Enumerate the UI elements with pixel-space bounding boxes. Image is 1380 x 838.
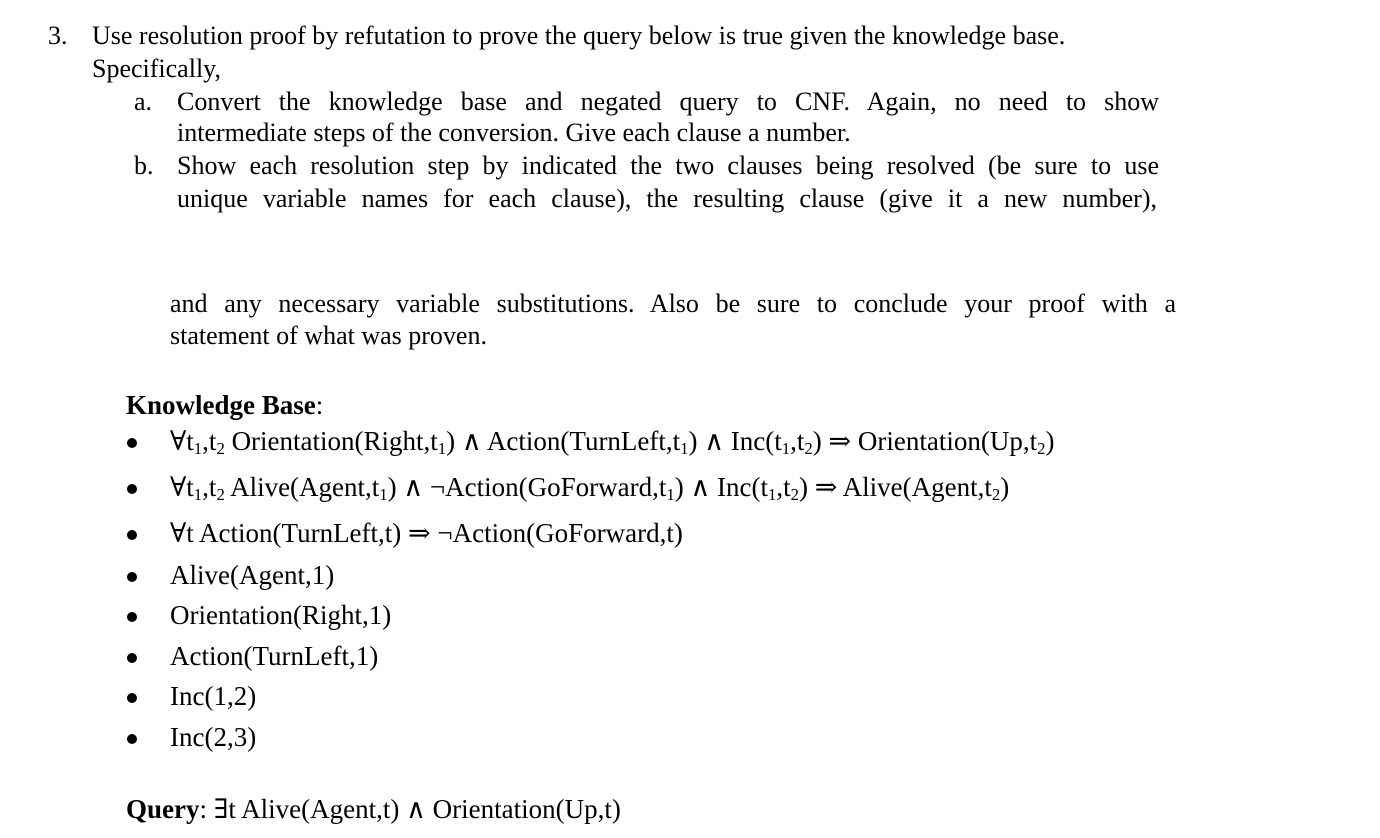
- question-number: 3.: [48, 21, 68, 50]
- query-text: ∃t Alive(Agent,t) ∧ Orientation(Up,t): [213, 794, 621, 824]
- bullet-icon: [127, 653, 137, 663]
- knowledge-base-heading-label: Knowledge Base: [126, 390, 316, 420]
- bullet-icon: [127, 612, 137, 622]
- kb-item-8: Inc(2,3): [170, 722, 257, 752]
- item-b-line-2: unique variable names for each clause), the resulting clause (give it a new number),: [177, 184, 1157, 213]
- question-text-line-1: Use resolution proof by refutation to prove the query below is true given the knowledge base.: [92, 21, 1066, 50]
- kb-item-5: Orientation(Right,1): [170, 600, 392, 630]
- item-b-marker: b.: [134, 151, 154, 180]
- kb-item-7: Inc(1,2): [170, 681, 257, 711]
- item-b-line-1: Show each resolution step by indicated the two clauses being resolved (be sure to use: [177, 151, 1159, 180]
- query-heading-label: Query: [126, 794, 200, 824]
- query-line: [126, 793, 621, 825]
- bullet-icon: [127, 693, 137, 703]
- item-a-marker: a.: [134, 87, 153, 116]
- item-b-continuation-line-2: statement of what was proven.: [170, 321, 487, 350]
- knowledge-base-heading-colon: :: [315, 390, 324, 420]
- bullet-icon: [127, 530, 137, 540]
- kb-item-4: Alive(Agent,1): [170, 560, 335, 590]
- knowledge-base-heading: [126, 389, 323, 421]
- query-heading-colon: :: [199, 794, 208, 824]
- kb-item-3: ∀t Action(TurnLeft,t) ⇒ ¬Action(GoForward,t): [170, 518, 683, 548]
- item-a-line-1: Convert the knowledge base and negated query to CNF. Again, no need to show: [177, 87, 1159, 116]
- kb-item-2: $\forall t_1,t_2$ $Alive(Agent,t_1)$ ∧ $\neg Action(GoForward,t_1)$ ∧ $Inc(t_1,t_2)$ ⇒ $Alive(Agent,t_2)$: [170, 472, 1010, 505]
- item-b-continuation-line-1: and any necessary variable substitutions. Also be sure to conclude your proof with a: [170, 289, 1176, 318]
- bullet-icon: [127, 734, 137, 744]
- bullet-icon: [127, 484, 137, 494]
- item-a-line-2: intermediate steps of the conversion. Give each clause a number.: [177, 118, 851, 147]
- bullet-icon: [127, 572, 137, 582]
- kb-item-6: Action(TurnLeft,1): [170, 641, 379, 671]
- question-text-line-2: Specifically,: [92, 54, 221, 83]
- bullet-icon: [127, 438, 137, 448]
- kb-item-1: $\forall t_1,t_2$ $Orientation(Right,t_1)$ ∧ $Action(TurnLeft,t_1)$ ∧ $Inc(t_1,t_2)$ ⇒ $Orientation(Up,t_2)$: [170, 426, 1055, 459]
